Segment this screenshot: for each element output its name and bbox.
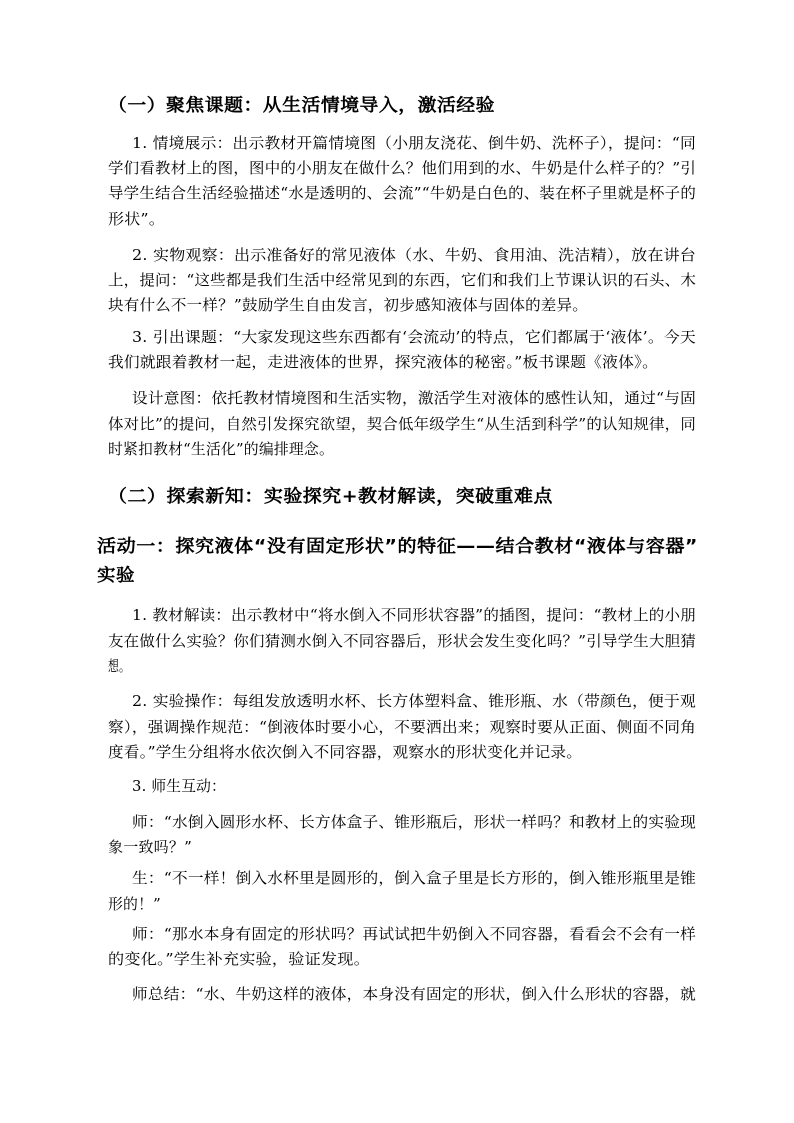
paragraph-line: 形的！” bbox=[108, 894, 161, 913]
paragraph-line: 师：“那水本身有固定的形状吗？再试试把牛奶倒入不同容器，看看会不会有一样 bbox=[132, 924, 696, 943]
paragraph-line: 察），强调操作规范：“倒液体时要小心，不要洒出来；观察时要从正面、侧面不同角 bbox=[108, 717, 696, 736]
paragraph-line: 想。 bbox=[108, 656, 130, 675]
paragraph-line: 2. 实物观察：出示准备好的常见液体（水、牛奶、食用油、洗洁精），放在讲台 bbox=[132, 245, 696, 264]
paragraph-line: 象一致吗？” bbox=[108, 837, 192, 856]
paragraph-line: 上，提问：“这些都是我们生活中经常见到的东西，它们和我们上节课认识的石头、木 bbox=[108, 270, 696, 289]
paragraph-line: 导学生结合生活经验描述“水是透明的、会流”“牛奶是白色的、装在杯子里就是杯子的 bbox=[108, 183, 696, 202]
paragraph-line: 3. 师生互动： bbox=[132, 776, 226, 795]
paragraph-line: 师总结：“水、牛奶这样的液体，本身没有固定的形状，倒入什么形状的容器，就 bbox=[132, 984, 696, 1003]
paragraph-line: 设计意图：依托教材情境图和生活实物，激活学生对液体的感性认知，通过“与固 bbox=[132, 388, 696, 407]
paragraph-line: 的变化。”学生补充实验，验证发现。 bbox=[108, 949, 370, 968]
paragraph-line: 学们看教材上的图，图中的小朋友在做什么？他们用到的水、牛奶是什么样子的？”引 bbox=[108, 158, 696, 177]
paragraph-line: 1. 教材解读：出示教材中“将水倒入不同形状容器”的插图，提问：“教材上的小朋 bbox=[132, 605, 696, 624]
paragraph-line: 体对比”的提问，自然引发探究欲望，契合低年级学生“从生活到科学”的认知规律，同 bbox=[108, 414, 696, 433]
section-heading: （一）聚焦课题：从生活情境导入，激活经验 bbox=[108, 95, 496, 116]
section-heading: 实验 bbox=[97, 565, 135, 586]
paragraph-line: 2. 实验操作：每组发放透明水杯、长方体塑料盒、锥形瓶、水（带颜色，便于观 bbox=[132, 691, 696, 710]
paragraph-line: 时紧扣教材“生活化”的编排理念。 bbox=[108, 439, 334, 458]
paragraph-line: 1. 情境展示：出示教材开篇情境图（小朋友浇花、倒牛奶、洗杯子），提问：“同 bbox=[132, 133, 696, 152]
paragraph-line: 块有什么不一样？”鼓励学生自由发言，初步感知液体与固体的差异。 bbox=[108, 295, 588, 314]
paragraph-line: 形状”。 bbox=[108, 209, 165, 228]
paragraph-line: 我们就跟着教材一起，走进液体的世界，探究液体的秘密。”板书课题《液体》。 bbox=[108, 352, 658, 371]
paragraph-line: 度看。”学生分组将水依次倒入不同容器，观察水的形状变化并记录。 bbox=[108, 742, 582, 761]
section-heading: 活动一：探究液体“没有固定形状”的特征——结合教材“液体与容器” bbox=[97, 536, 698, 557]
section-heading: （二）探索新知：实验探究+教材解读，突破重难点 bbox=[108, 486, 553, 507]
paragraph-line: 友在做什么实验？你们猜测水倒入不同容器后，形状会发生变化吗？”引导学生大胆猜 bbox=[108, 631, 696, 650]
paragraph-line: 师：“水倒入圆形水杯、长方体盒子、锥形瓶后，形状一样吗？和教材上的实验现 bbox=[132, 812, 696, 831]
paragraph-line: 生：“不一样！倒入水杯里是圆形的，倒入盒子里是长方形的，倒入锥形瓶里是锥 bbox=[132, 868, 696, 887]
paragraph-line: 3. 引出课题：“大家发现这些东西都有‘会流动’的特点，它们都属于‘液体’。今天 bbox=[132, 327, 696, 346]
